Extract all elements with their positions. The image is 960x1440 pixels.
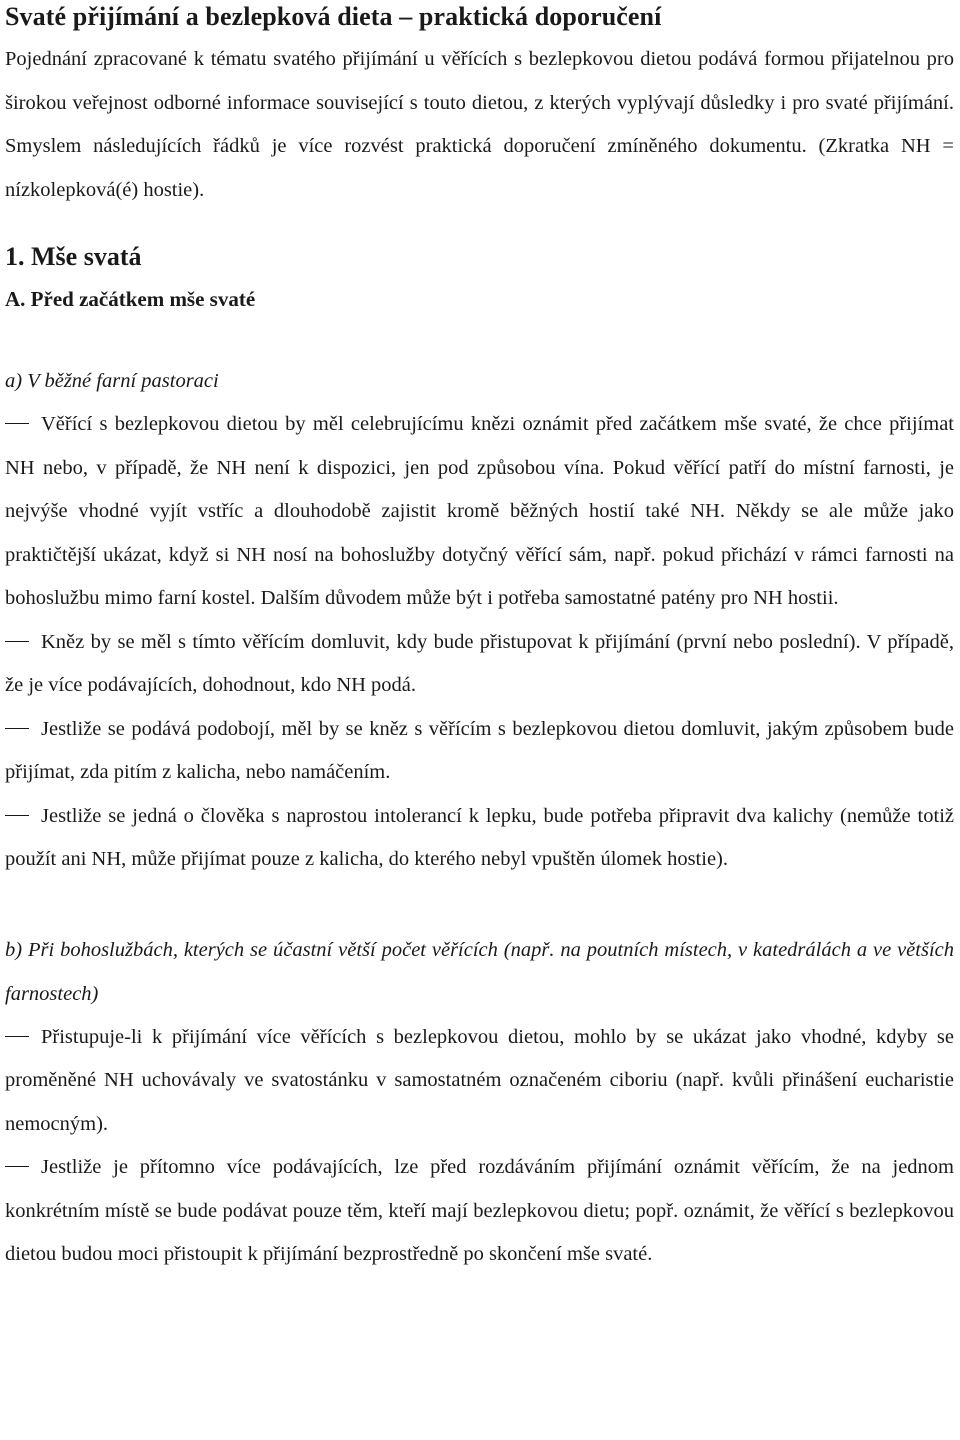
list-item bbox=[5, 795, 954, 882]
subsection-heading-a: a) V běžné farní pastoraci bbox=[5, 370, 219, 392]
list-item-text: Jestliže se jedná o člověka s naprostou intolerancí k lepku, bude potřeba připravit dva kalichy (nemůže totiž použít ani NH, může přijímat pouze z kalicha, do kterého nebyl vpuštěn úlomek hostie). bbox=[5, 804, 954, 870]
list-item-text: Kněz by se měl s tímto věřícím domluvit, kdy bude přistupovat k přijímání (první nebo poslední). V případě, že je více podávajících, dohodnout, kdo NH podá. bbox=[5, 630, 954, 696]
dash-mark bbox=[5, 815, 29, 816]
intro-paragraph: Pojednání zpracované k tématu svatého přijímání u věřících s bezlepkovou dietou podává formou přijatelnou pro širokou veřejnost odborné informace související s touto dietou, z kterých vyplývají důsledky i pro svaté přijímání. Smyslem následujících řádků je více rozvést praktická doporučení zmíněného dokumentu. (Zkratka NH = nízkolepková(é) hostie). bbox=[5, 48, 954, 201]
subsection-heading-b: b) Při bohoslužbách, kterých se účastní větší počet věřících (např. na poutních místech, v katedrálách a ve větších farnostech) bbox=[5, 938, 954, 1005]
dash-mark bbox=[5, 423, 29, 424]
list-item-text: Věřící s bezlepkovou dietou by měl celebrujícímu knězi oznámit před začátkem mše svaté, že chce přijímat NH nebo, v případě, že NH není k dispozici, jen pod způsobou vína. Pokud věřící patří do místní farnosti, je nejvýše vhodné vyjít vstříc a dlouhodobě zajistit kromě běžných hostií také NH. Někdy se ale může jako praktičtější ukázat, když si NH nosí na bohoslužby dotyčný věřící sám, např. pokud přichází v rámci farnosti na bohoslužbu mimo farní kostel. Dalším důvodem může být i potřeba samostatné patény pro NH hostii. bbox=[5, 413, 954, 609]
list-item bbox=[5, 1016, 954, 1147]
list-item-text: Jestliže se podává podobojí, měl by se kněz s věřícím s bezlepkovou dietou domluvit, jakým způsobem bude přijímat, zda pitím z kalicha, nebo namáčením. bbox=[5, 717, 954, 783]
list-item bbox=[5, 708, 954, 795]
document-title: Svaté přijímání a bezlepková dieta – praktická doporučení bbox=[5, 2, 662, 31]
list-item bbox=[5, 1146, 954, 1277]
list-item bbox=[5, 621, 954, 708]
list-item-text: Přistupuje-li k přijímání více věřících s bezlepkovou dietou, mohlo by se ukázat jako vhodné, kdyby se proměněné NH uchovávaly ve svatostánku v samostatném označeném ciboriu (např. kvůli přinášení eucharistie nemocným). bbox=[5, 1025, 954, 1135]
list-item bbox=[5, 403, 954, 621]
dash-mark bbox=[5, 1166, 29, 1167]
dash-mark bbox=[5, 1036, 29, 1037]
section-heading-mse-svata: 1. Mše svatá bbox=[5, 242, 142, 271]
list-item-text: Jestliže je přítomno více podávajících, lze před rozdáváním přijímání oznámit věřícím, že na jednom konkrétním místě se bude podávat pouze těm, kteří mají bezlepkovou dietu; popř. oznámit, že věřící s bezlepkovou dietou budou moci přistoupit k přijímání bezprostředně po skončení mše svaté. bbox=[5, 1156, 954, 1265]
dash-mark bbox=[5, 641, 29, 642]
dash-mark bbox=[5, 728, 29, 729]
section-heading-pred-zacatkem: A. Před začátkem mše svaté bbox=[5, 287, 256, 311]
